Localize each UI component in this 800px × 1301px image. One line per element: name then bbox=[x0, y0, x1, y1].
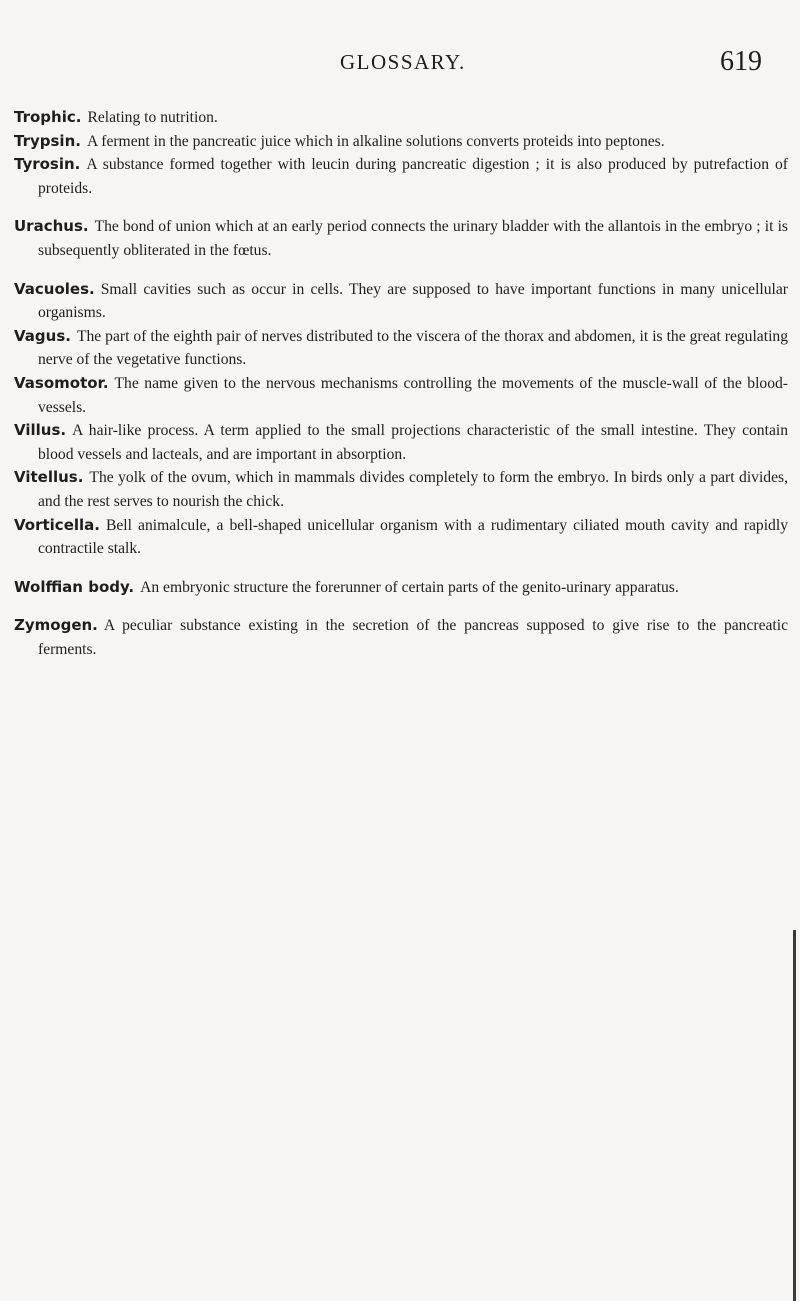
glossary-entry-wolffian-body bbox=[14, 576, 788, 600]
entry-term: Wolffian body. bbox=[14, 577, 135, 596]
entry-definition: A peculiar substance existing in the secretion of the pancreas supposed to give rise to the pancreatic ferments. bbox=[38, 617, 788, 658]
entry-term: Urachus. bbox=[14, 217, 89, 236]
entry-term: Zymogen. bbox=[14, 616, 98, 635]
entry-term: Tyrosin. bbox=[14, 155, 81, 174]
entry-term: Vacuoles. bbox=[14, 279, 95, 298]
glossary-entry-tyrosin bbox=[14, 153, 788, 200]
entry-term: Vorticella. bbox=[14, 515, 100, 534]
entry-definition: The name given to the nervous mechanisms controlling the movements of the muscle-wall of the blood-vessels. bbox=[38, 374, 788, 416]
glossary-entry-trypsin bbox=[14, 130, 788, 154]
entry-term: Trophic. bbox=[14, 108, 82, 126]
glossary-entry-vasomotor bbox=[14, 372, 788, 419]
glossary-entry-vagus bbox=[14, 325, 788, 372]
entry-definition: The part of the eighth pair of nerves distributed to the viscera of the thorax and abdomen, it is the great regulating nerve of the vegetative functions. bbox=[38, 327, 788, 369]
glossary-entry-trophic bbox=[14, 106, 788, 130]
page-header bbox=[0, 46, 800, 82]
entry-definition: Relating to nutrition. bbox=[87, 109, 218, 126]
glossary-entry-villus bbox=[14, 419, 788, 466]
glossary-list bbox=[14, 106, 788, 661]
running-title: GLOSSARY. bbox=[340, 50, 466, 74]
entry-definition: The yolk of the ovum, which in mammals divides completely to form the embryo. In birds only a part divides, and the rest serves to nourish the chick. bbox=[38, 469, 788, 510]
glossary-entry-vorticella bbox=[14, 514, 788, 561]
glossary-entry-zymogen bbox=[14, 614, 788, 661]
entry-term: Vasomotor. bbox=[14, 373, 109, 392]
entry-definition: A hair-like process. A term applied to the small projections characteristic of the small intestine. They contain blood vessels and lacteals, and are important in absorption. bbox=[38, 422, 788, 463]
entry-term: Villus. bbox=[14, 421, 67, 440]
entry-definition: Bell animalcule, a bell-shaped unicellular organism with a rudimentary ciliated mouth cavity and rapidly contractile stalk. bbox=[38, 516, 788, 558]
page-number: 619 bbox=[720, 46, 762, 77]
glossary-entry-vitellus bbox=[14, 466, 788, 513]
entry-definition: A ferment in the pancreatic juice which in alkaline solutions converts proteids into peptones. bbox=[86, 132, 665, 150]
page-edge-line bbox=[793, 930, 796, 1301]
glossary-entry-urachus bbox=[14, 215, 788, 262]
entry-definition: The bond of union which at an early period connects the urinary bladder with the allantois in the embryo ; it is subsequently obliterated in the fœtus. bbox=[38, 218, 788, 259]
entry-term: Trypsin. bbox=[14, 131, 81, 150]
entry-term: Vagus. bbox=[14, 326, 71, 345]
entry-term: Vitellus. bbox=[14, 468, 84, 487]
entry-definition: Small cavities such as occur in cells. They are supposed to have important functions in many unicellular organisms. bbox=[38, 280, 788, 322]
entry-definition: A substance formed together with leucin during pancreatic digestion ; it is also produced by putrefaction of proteids. bbox=[38, 156, 788, 197]
glossary-entry-vacuoles bbox=[14, 278, 788, 325]
entry-definition: An embryonic structure the forerunner of certain parts of the genito-urinary apparatus. bbox=[140, 578, 679, 596]
